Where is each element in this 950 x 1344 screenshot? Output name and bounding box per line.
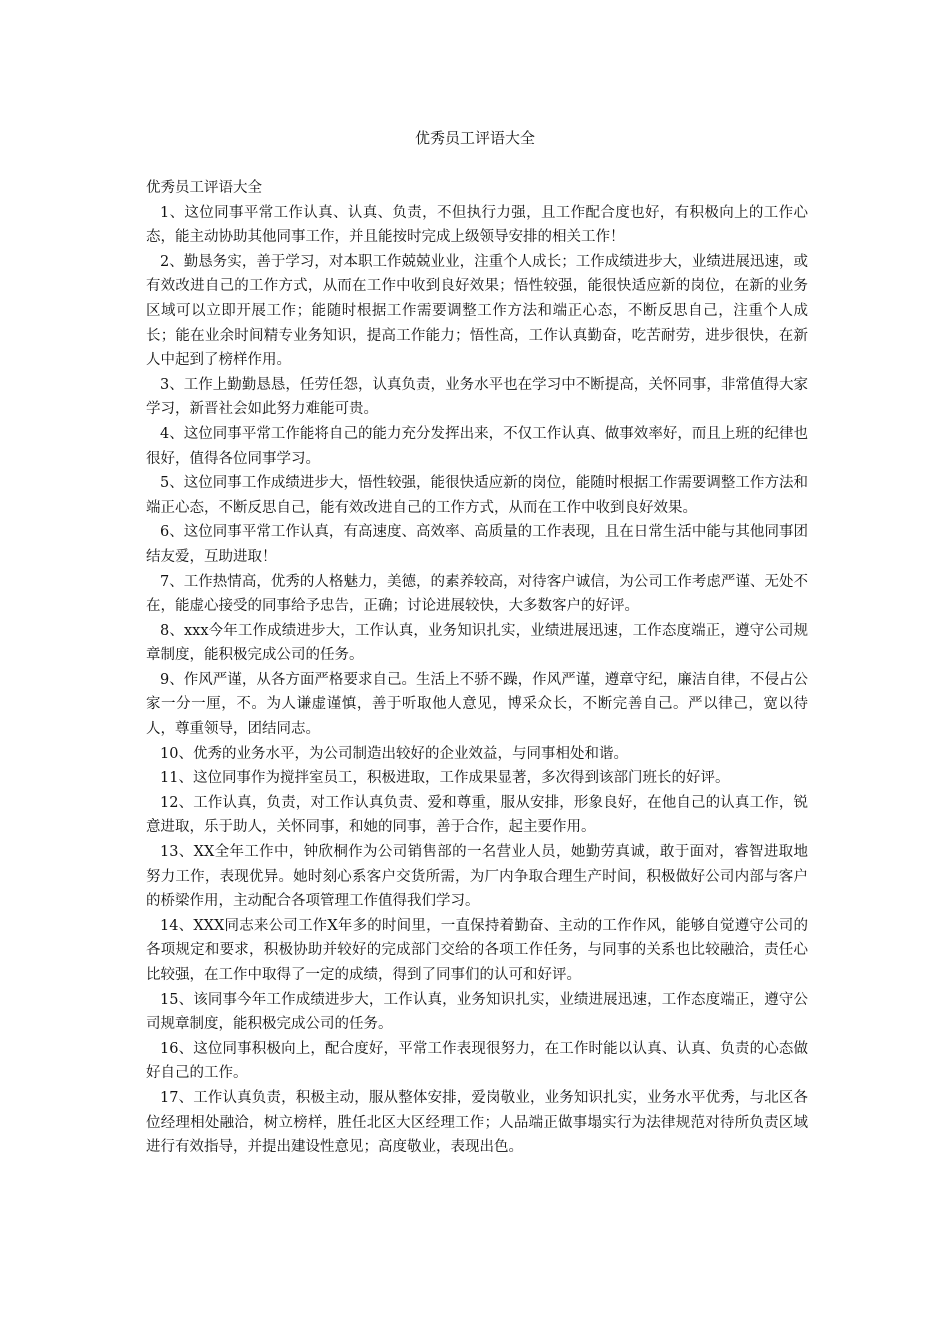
- paragraph-16: 16、这位同事积极向上，配合度好，平常工作表现很努力，在工作时能以认真、认真、负责的心态做好自己的工作。: [146, 1040, 808, 1082]
- paragraph-7: 7、工作热情高，优秀的人格魅力，美德，的素养较高，对待客户诚信，为公司工作考虑严谨、无处不在，能虚心接受的同事给予忠告，正确；讨论进展较快，大多数客户的好评。: [146, 573, 808, 615]
- paragraph-3: 3、工作上勤勤恳恳，任劳任怨，认真负责，业务水平也在学习中不断提高，关怀同事，非常值得大家学习，新晋社会如此努力难能可贵。: [146, 376, 808, 418]
- document-body: [146, 176, 808, 1160]
- paragraph-2: 2、勤恳务实，善于学习，对本职工作兢兢业业，注重个人成长；工作成绩进步大，业绩进展迅速，或有效改进自己的工作方式，从而在工作中收到良好效果；悟性较强，能很快适应新的岗位，在新的业务区域可以立即开展工作；能随时根据工作需要调整工作方法和端正心态，不断反思自己，注重个人成长；能在业余时间精专业务知识，提高工作能力；悟性高，工作认真勤奋，吃苦耐劳，进步很快，在新人中起到了榜样作用。: [146, 253, 808, 369]
- paragraph-15: 15、该同事今年工作成绩进步大，工作认真，业务知识扎实，业绩进展迅速，工作态度端正，遵守公司规章制度，能积极完成公司的任务。: [146, 991, 808, 1033]
- paragraph-1: 1、这位同事平常工作认真、认真、负责，不但执行力强，且工作配合度也好，有积极向上的工作心态，能主动协助其他同事工作，并且能按时完成上级领导安排的相关工作！: [146, 204, 808, 246]
- document-subtitle: 优秀员工评语大全: [146, 180, 262, 196]
- paragraph-13: 13、XX全年工作中，钟欣桐作为公司销售部的一名营业人员，她勤劳真诚，敢于面对，睿智进取地努力工作，表现优异。她时刻心系客户交货所需，为厂内争取合理生产时间，积极做好公司内部与客户的桥梁作用，主动配合各项管理工作值得我们学习。: [146, 844, 808, 910]
- paragraph-11: 11、这位同事作为搅拌室员工，积极进取，工作成果显著，多次得到该部门班长的好评。: [160, 770, 730, 787]
- paragraph-4: 4、这位同事平常工作能将自己的能力充分发挥出来，不仅工作认真、做事效率好，而且上班的纪律也很好，值得各位同事学习。: [146, 425, 808, 467]
- paragraph-6: 6、这位同事平常工作认真，有高速度、高效率、高质量的工作表现，且在日常生活中能与其他同事团结友爱，互助进取！: [146, 524, 808, 565]
- paragraph-8: 8、xxx今年工作成绩进步大，工作认真，业务知识扎实，业绩进展迅速，工作态度端正，遵守公司规章制度，能积极完成公司的任务。: [146, 622, 808, 664]
- paragraph-17: 17、工作认真负责，积极主动，服从整体安排，爱岗敬业，业务知识扎实，业务水平优秀，与北区各位经理相处融洽，树立榜样，胜任北区大区经理工作；人品端正做事塌实行为法律规范对待所负责区域进行有效指导，并提出建设性意见；高度敬业，表现出色。: [146, 1089, 808, 1156]
- paragraph-12: 12、工作认真，负责，对工作认真负责、爱和尊重，服从安排，形象良好，在他自己的认真工作，锐意进取，乐于助人，关怀同事，和她的同事，善于合作，起主要作用。: [146, 794, 808, 836]
- paragraph-9: 9、作风严谨，从各方面严格要求自己。生活上不骄不躁，作风严谨，遵章守纪，廉洁自律，不侵占公家一分一厘，不。为人谦虚谨慎，善于听取他人意见，博采众长，不断完善自己。严以律己，宽以待人，尊重领导，团结同志。: [146, 671, 808, 738]
- paragraph-5: 5、这位同事工作成绩进步大，悟性较强，能很快适应新的岗位，能随时根据工作需要调整工作方法和端正心态，不断反思自己，能有效改进自己的工作方式，从而在工作中收到良好效果。: [146, 475, 808, 516]
- paragraph-14: 14、XXX同志来公司工作X年多的时间里，一直保持着勤奋、主动的工作作风，能够自觉遵守公司的各项规定和要求，积极协助并较好的完成部门交给的各项工作任务，与同事的关系也比较融洽，责任心比较强，在工作中取得了一定的成绩，得到了同事们的认可和好评。: [146, 917, 808, 983]
- paragraph-10: 10、优秀的业务水平，为公司制造出较好的企业效益，与同事相处和谐。: [160, 745, 628, 762]
- document-title: 优秀员工评语大全: [414, 129, 535, 147]
